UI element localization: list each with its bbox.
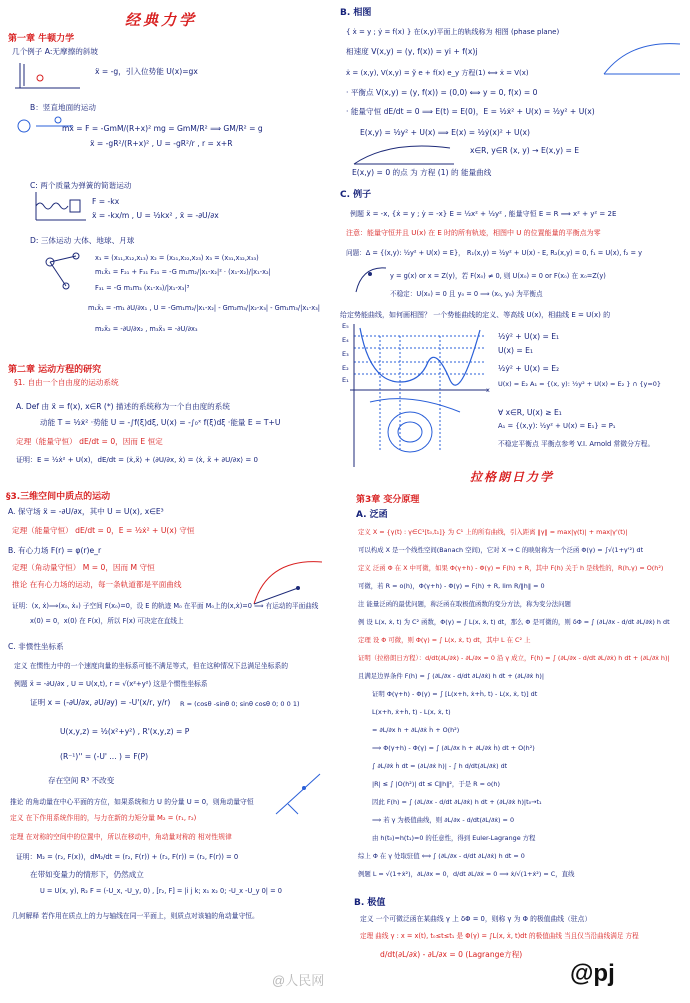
section3-theorem: 定理（能量守恒） dE/dt = 0，E = ½ẋ² + U(x) 守恒	[12, 526, 195, 535]
ch2-def-a2: 动能 T = ½ẋ² ·势能 U = -∫f(ξ)dξ, U(x) = -∫₀ˣ f(ξ)dξ ·能量 E = T+U	[40, 418, 281, 427]
variational-line: 可微，若 R = o(h)，Φ(γ+h) - Φ(γ) = F(h) + R, lim R/‖h‖ = 0	[358, 582, 545, 590]
label-e1: E₁	[342, 376, 349, 384]
lagrangian-title: 拉格朗日力学	[470, 470, 555, 484]
noninertial-9: 定理 在对称的空间中的位置中，所以在移动中，角动量对称的 相对性规律	[10, 833, 232, 841]
variational-line: 且满足边界条件 F(h) = ∫ (∂L/∂x - d/dt ∂L/∂ẋ) h dt + (∂L/∂ẋ h)|	[358, 672, 545, 680]
phase-heading: B. 相图	[340, 8, 372, 18]
phase-note-3: ½ẏ² + U(x) = E₂	[498, 364, 560, 373]
noninertial-12: U = U(x, y), R₂ F = (-U_x, -U_y, 0) , [r₂, F] = |i j k; x₁ x₂ 0; -U_x -U_y 0| = 0	[40, 887, 282, 895]
variational-line: 例题 L = √(1+ẋ²)，∂L/∂x = 0，d/dt ∂L/∂ẋ = 0 ⟹ ẋ/√(1+ẋ²) = C，直线	[358, 870, 575, 878]
noninertial-11: 在带如变量力的情形下，仍然成立	[30, 870, 144, 879]
variational-line: 综上 Φ 在 γ 处取驻值 ⟺ ∫ (∂L/∂x - d/dt ∂L/∂ẋ) h dt = 0	[358, 852, 525, 860]
variational-line: L(x+h, ẋ+ḣ, t) - L(x, ẋ, t)	[372, 708, 451, 716]
section3-corollary-proof: 证明：(x, ẋ)⟹(x₀, ẋ₀) 子空间 F(x₀)=0，设 E 的轨迹 M₀ 在平面 M₀上的(x,ẋ)=0 ⟹ 有运动的平面曲线	[12, 602, 319, 610]
phase-portrait-figure	[340, 322, 490, 472]
noninertial-8: 定义 在下作用系统作用的，与力在新的力矩分量 M₂ = (r₁, r₂)	[10, 814, 197, 822]
page-title: 经典力学	[125, 11, 198, 29]
pj-watermark: @pj	[570, 960, 615, 987]
variational-line: 证明 Φ(γ+h) - Φ(γ) = ∫ [L(x+h, ẋ+ḣ, t) - L(x, ẋ, t)] dt	[372, 690, 538, 698]
chapter2-heading: 第二章 运动方程的研究	[8, 365, 102, 375]
phase-eq6: E(x,y) = 0 的点 为 方程 (1) 的 能量曲线	[352, 168, 492, 177]
chapter1-heading: 第一章 牛顿力学	[8, 34, 75, 44]
lagrange-equation: d/dt(∂L/∂ẋ) - ∂L/∂x = 0 (Lagrange方程)	[380, 950, 523, 959]
slope-sketch	[10, 58, 90, 98]
chapter3-heading: 第3章 变分原理	[356, 495, 420, 505]
ch1-example-d-eq3: F₃₁ = -G m₁m₃ (x₁-x₃)/|x₁-x₃|³	[95, 284, 190, 292]
variational-line: = ∂L/∂x h + ∂L/∂ẋ ḣ + O(h²)	[372, 726, 460, 734]
noninertial-1: 定义 在惯性力中的一个速度向量的坐标系可能不满足等式，但在这种情况下总满足坐标系的	[14, 662, 289, 670]
noninertial-7: 推论 的角动量在中心平面的方位，如果系统和力 U 的分量 U = 0，则角动量守恒	[10, 798, 254, 806]
phase-note-2: U(x) = E₁	[498, 346, 534, 355]
phase-velocity: 相速度 V(x,y) = (y, f(x)) = yi + f(x)j	[346, 47, 478, 56]
label-e3: E₃	[342, 350, 349, 358]
ch1-example-d-eq4: m₁ẍ₁ = -m₁ ∂U/∂x₁ , U = -Gm₁m₂/|x₁-x₂| - Gm₂m₃/|x₂-x₃| - Gm₁m₃/|x₁-x₃|	[88, 304, 321, 312]
noninertial-13: 几何解释 若作用在质点上的力与轴线在同一平面上，则质点对该轴的角动量守恒。	[12, 912, 259, 920]
ch1-example-a-eq: ẍ = -g，引入位势能 U(x)=gx	[95, 67, 198, 76]
noninertial-10: 证明：M₂ = (r₂, F(x))，dM₂/dt = (r₂, F(r)) + (r₂, F(r)) = (r₂, F(r)) = 0	[16, 853, 239, 861]
phase-eq5: x∈R, y∈R (x, y) → E(x,y) = E	[470, 146, 580, 155]
section3-corollary: 推论 在有心力场的运动，每一条轨道都是平面曲线	[12, 580, 182, 589]
section3-corollary-proof2: x(0) = 0，x(0) 在 F(x)，所以 F(x) 可决定在直线上	[30, 617, 184, 625]
label-e5: E₅	[342, 322, 349, 330]
variational-line: 因此 F(h) = ∫ (∂L/∂x - d/dt ∂L/∂ẋ) h dt + (∂L/∂ẋ h)|t₀→t₁	[372, 798, 542, 806]
phase-note-1: ½ẏ² + U(x) = E₁	[498, 332, 560, 341]
implicit-curve-sketch	[352, 262, 392, 297]
label-e4: E₄	[342, 336, 349, 344]
functional-heading: A. 泛函	[356, 510, 388, 520]
phase-eq1: ẋ = (x,y), V(x,y) = ỹ e + f(x) e_y 方程(1) ⟺ ẋ = V(x)	[346, 69, 529, 77]
noninertial-3: 证明 x = (-∂U/∂x, ∂U/∂y) = -U'(x/r, y/r)	[30, 698, 171, 707]
example-unstable: 不稳定：U(x₀) = 0 且 y₀ = 0 ⟹ (x₀, y₀) 为平衡点	[390, 290, 543, 298]
variational-line: 定理 设 Φ 可微，则 Φ(γ) = ∫ L(x, ẋ, t) dt，其中 L 在 C² 上	[358, 636, 531, 644]
variational-line: 定义 X = {γ(t) : γ∈C¹[t₀,t₁]} 为 C¹ 上的所有曲线，引入距离 ‖γ‖ = max|γ(t)| + max|γ'(t)|	[358, 528, 628, 536]
variational-line: 定义 泛函 Φ 在 X 中可微，如果 Φ(γ+h) - Φ(γ) = F(h) + R，其中 F(h) 关于 h 是线性的，R(h,γ) = O(h²)	[358, 564, 664, 572]
three-body-sketch	[40, 248, 90, 298]
label-e2: E₂	[342, 364, 349, 372]
ch1-example-d-eq1: x₁ = (x₁₁,x₁₂,x₁₃) x₂ = (x₂₁,x₂₂,x₂₃) x₃ = (x₃₁,x₃₂,x₃₃)	[95, 254, 259, 262]
examples-heading: C. 例子	[340, 190, 372, 200]
phase-eq2: · 平衡点 V(x,y) = (y, f(x)) = (0,0) ⟺ y = 0, f(x) = 0	[346, 88, 538, 97]
variational-line: ∫ ∂L/∂ẋ ḣ dt = (∂L/∂ẋ h)| - ∫ h d/dt(∂L/∂ẋ) dt	[372, 762, 508, 770]
ch1-example-c-eq1: F = -kx	[92, 197, 120, 206]
extremum-heading: B. 极值	[354, 898, 386, 908]
section3-b: B. 有心力场 F(r) = φ(r)e_r	[8, 546, 102, 555]
ch1-example-a: 几个例子 A:无摩擦的斜坡	[12, 47, 98, 56]
ch1-example-d-eq5: m₂ẍ₂ = -∂U/∂x₂ , m₃ẍ₃ = -∂U/∂x₃	[95, 325, 198, 333]
ch2-def-a: A. Def 由 ẍ = f(x), x∈R (*) 描述的系统称为一个自由度的系统	[16, 402, 230, 411]
variational-line: ⟹ 若 γ 为极值曲线，则 ∂L/∂x - d/dt(∂L/∂ẋ) = 0	[372, 816, 515, 824]
phase-note-7: 不稳定平衡点 平衡点参考 V.I. Arnold 常微分方程。	[498, 440, 655, 448]
ch1-example-d: D: 三体运动 大体、地球、月球	[30, 236, 135, 245]
noninertial-4: U(x,y,z) = ½(x²+y²) , R'(x,y,z) = P	[60, 727, 190, 736]
example-implicit: y = g(x) or x = Z(y)，若 F(x₀) ≠ 0, 则 U(x₀) = 0 or F(x₀) 在 x₀=Z(y)	[390, 272, 606, 280]
central-force-sketch	[248, 548, 328, 608]
variational-line: |R| ≤ ∫ |O(h²)| dt ≤ C‖h‖²，于是 R = o(h)	[372, 780, 500, 788]
renmin-watermark: @人民网	[272, 973, 325, 988]
earth-sketch	[12, 112, 82, 142]
section3-theorem-angular: 定理（角动量守恒） M = 0，因而 M 守恒	[12, 563, 155, 572]
variational-line: ⟹ Φ(γ+h) - Φ(γ) = ∫ (∂L/∂x h + ∂L/∂ẋ ḣ) dt + O(h²)	[372, 744, 535, 752]
ch2-theorem-energy: 定理（能量守恒） dE/dt = 0，因而 E 恒定	[16, 437, 163, 446]
variational-line: 证明（拉格朗日方程）：d/dt(∂L/∂ẋ) - ∂L/∂x = 0 沿 γ 成立，F(h) = ∫ (∂L/∂x - d/dt ∂L/∂ẋ) h dt + (∂L/∂ẋ h)|	[358, 654, 670, 662]
phase-note-6: A₁ = {(x,y): ½y² + U(x) = E₁} = P₁	[498, 422, 616, 430]
ch2-section1: §1. 自由一个自由度的运动系统	[14, 378, 119, 387]
ch1-example-b-eq2: ẍ = -gR²/(R+x)² , U = -gR²/r , r = x+R	[90, 139, 233, 148]
phase-note-5: ∀ x∈R, U(x) ≥ E₁	[498, 408, 562, 417]
example-problem: 问题：Δ = {(x,y): ½y² + U(x) = E}， R₁(x,y) = ½y² + U(x) - E, R₂(x,y) = 0, f₁ = U(x), f₂ = y	[346, 249, 643, 257]
ch1-example-b: B：竖直地面的运动	[30, 103, 96, 112]
phase-question: 给定势能曲线，如何画相图？ 一个势能曲线的定义、等高线 U(x)，相曲线 E = U(x) 的	[340, 311, 611, 319]
spring-sketch	[34, 190, 89, 225]
phase-system: { ẋ = y ; ẏ = f(x) } 在(x,y)平面上的轨线称为 相图 (phase plane)	[346, 28, 560, 36]
ch1-example-c: C: 两个质量为弹簧的简谐运动	[30, 181, 132, 190]
ch1-example-d-eq2: m₁ẍ₁ = F₂₁ + F₃₁ F₂₁ = -G m₁m₂/|x₁-x₂|² · (x₁-x₂)/|x₁-x₂|	[95, 268, 271, 276]
noninertial-5: (R⁻¹)'' = (-U' ... ) = F(P)	[60, 752, 149, 761]
extremum-theorem: 定理 曲线 γ : x = x(t), t₀≤t≤t₁ 是 Φ(γ) = ∫L(x, ẋ, t)dt 的极值曲线 当且仅当沿曲线满足 方程	[360, 932, 639, 940]
ch1-example-b-eq1: mẍ = F = -GmM/(R+x)² mg = GmM/R² ⟹ GM/R² = g	[62, 124, 263, 133]
section3-a: A. 保守场 ẍ = -∂U/∂x，其中 U = U(x), x∈E³	[8, 507, 164, 516]
variational-line: 由 h(t₀)=h(t₁)=0 的任意性，得到 Euler-Lagrange 方程	[372, 834, 536, 842]
noninertial-6: 存在空间 R³ 不改变	[48, 776, 115, 785]
example-oscillator: 例题 ẍ = -x, {ẋ = y ; ẏ = -x} E = ½x² + ½y² , 能量守恒 E = R ⟹ x² + y² = 2E	[350, 210, 617, 218]
ch1-example-c-eq2: ẍ = -kx/m , U = ½kx² , ẍ = -∂U/∂x	[92, 211, 219, 220]
example-note: 注意：能量守恒并且 U(x) 在 E 时的所有轨迹，相图中 U 的位置能量的平衡点为零	[346, 229, 601, 237]
variational-line: 注 能量泛函的最优问题，称泛函在取极值函数的变分方法，称为变分法问题	[358, 600, 571, 608]
extremum-def: 定义 一个可微泛函在某曲线 γ 上 δΦ = 0，则称 γ 为 Φ 的极值曲线（驻点）	[360, 915, 592, 923]
ch2-proof: 证明：E = ½ẋ² + U(x)，dE/dt = ⟨ẋ,ẍ⟩ + ⟨∂U/∂x, ẋ⟩ = ⟨ẋ, ẍ + ∂U/∂x⟩ = 0	[16, 456, 258, 464]
phase-eq4: E(x,y) = ½y² + U(x) ⟹ E(x) = ½ẏ(x)² + U(x)	[360, 128, 530, 137]
noninertial-rotation: R = (cosθ -sinθ 0; sinθ cosθ 0; 0 0 1)	[180, 700, 300, 708]
variational-line: 例 设 L(x, ẋ, t) 为 C² 函数，Φ(γ) = ∫ L(x, ẋ, t) dt，那么 Φ 是可微的，则 δΦ = ∫ (∂L/∂x - d/dt ∂L/∂ẋ) h dt	[358, 618, 670, 626]
section3-heading: §3.三维空间中质点的运动	[6, 492, 111, 502]
phase-curve-sketch	[600, 30, 685, 80]
phase-note-4: U(x) = E₂ A₁ = {(x, y): ½y² + U(x) = E₂ } ∩ {y=0}	[498, 380, 662, 388]
noninertial-2: 例题 ẍ = -∂U/∂x , U = U(x,t), r = √(x²+y²) 这是个惯性坐标系	[14, 680, 208, 688]
phase-eq3: · 能量守恒 dE/dt = 0 ⟹ E(t) = E(0)，E = ½ẋ² + U(x) = ½y² + U(x)	[346, 107, 595, 116]
variational-line: 可以构成 X 是一个线性空间(Banach 空间)，它对 X → C 的映射称为一个泛函 Φ(γ) = ∫√(1+γ'²) dt	[358, 546, 644, 554]
axis-sketch	[268, 770, 328, 820]
label-x: x	[486, 386, 490, 394]
energy-curve-sketch	[350, 140, 460, 170]
section3-c: C. 非惯性坐标系	[8, 642, 64, 651]
